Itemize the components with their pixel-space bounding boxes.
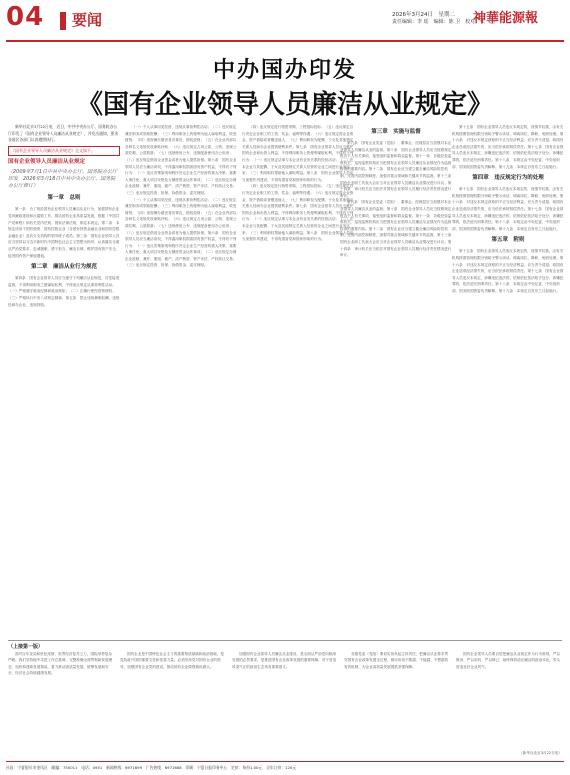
paragraph: 第十五条 国有企业领导人员违反本规定的，视情节轻重，由有关机构按照管理权限分别给予警示谈话、调离岗位、降职、免职处理。第十六条 对违反本规定获取的不正当经济利益，应当责令清退；给国有企业造成经济损失的，应当依法承担赔偿责任。第十七条 国有企业领导人员违反本规定，涉嫌违纪违法的，依规依纪依法给予处分；涉嫌犯罪的，依法追究刑事责任。第十八条 本规定由中央纪委、中央组织部、国务院国资委负责解释。第十九条 本规定自发布之日起施行。 (452, 125, 564, 169)
section-marker (60, 12, 66, 30)
chapter-3-heading: 第三章 实施与监督 (371, 129, 421, 135)
section-name: 要闻 (72, 11, 103, 29)
column-2 (125, 124, 237, 634)
commentary-column: 国有企业是中国特色社会主义的重要物质基础和政治基础，是党执政兴国的重要支柱和依靠力量。必须坚持党对国有企业的领导，加强国有企业党的建设，推动国有企业做强做优做大。 (120, 652, 225, 669)
chapter-2-heading: 第二章 廉洁从业行为规范 (30, 264, 97, 271)
intro-box: 《国有企业领导人员廉洁从业规定》全文如下。 (8, 146, 120, 157)
page-footer: 社址：宁夏银川市金凤区 邮编：750011 电话：0951 新闻热线：6971699 广告热线：6971688 印刷：宁夏日报印务中心 定价：每份1.00元 全年订价：120元 (6, 765, 297, 770)
chapter-5-heading: 第五章 附则 (491, 237, 525, 244)
column-3 (242, 124, 354, 634)
paragraph: （一）个人从事同类经营、违规从事营利性活动；（二）违反规定兼任职务或领取报酬；（三）利用职务上的便利为他人谋取利益，收受财物；（四）违规操办婚丧喜庆事宜，借机敛财；（五）在企业内部以各种名义违规发放津贴补贴；（六）违反规定占用公款、公物，违规公款吃喝、公款旅游；（七）违规使用公车，违规配备使用办公用房；（八）违反规定借用企业资金或者为他人提供担保。第六条 国有企业领导人员应当廉洁用权，不得滥用职权损害国有资产权益，不得有下列行为：（一）违反决策原则和程序决定企业生产经营的重大决策、重要人事任免、重大项目安排及大额度资金运作事项；（二）违反规定办理企业改制、兼并、重组、破产、清产核资、资产评估、产权转让交易；（三）违反规定投资、担保、拆借资金、委托理财。 (125, 197, 237, 268)
paragraph: 第十五条 国有企业领导人员违反本规定的，视情节轻重，由有关机构按照管理权限分别给予警示谈话、调离岗位、降职、免职处理。第十六条 对违反本规定获取的不正当经济利益，应当责令清退；给国有企业造成经济损失的，应当依法承担赔偿责任。第十七条 国有企业领导人员违反本规定，涉嫌违纪违法的，依规依纪依法给予处分；涉嫌犯罪的，依法追究刑事责任。第十八条 本规定由中央纪委、中央组织部、国务院国资委负责解释。第十九条 本规定自发布之日起施行。 (452, 187, 564, 231)
editor-credits: 责任编辑：李 瑶 编辑：陈 卫 校对：张 文宇 (392, 19, 497, 25)
chapter-4-heading: 第四章 违反规定行为的处理 (472, 175, 544, 182)
page-header (0, 0, 570, 44)
paragraph: （四）违反规定进行物资采购、工程招标投标；（五）违反规定自行决定企业职工的工资、奖金、福利等待遇；（六）违反规定将企业资金、资产借给或者赠送他人；（七）利用职权为配偶、子女及其他特定关系人经商办企业提供便利条件。第七条 国有企业领导人员应当维护国有企业和出资人利益，不得利用职务上的便利谋取私利，不得有下列行为：（一）违反规定从事与本企业有业务关系的经营活动；（二）在本企业与其配偶、子女及其他特定关系人经营的企业之间进行业务往来；（三）利用职权帮助他人谋取利益。第八条 国有企业领导人员应当加强作风建设，不得有损害党和国家形象的行为。 (242, 125, 354, 182)
commentary-section (8, 640, 562, 758)
document-title: 国有企业领导人员廉洁从业规定 (8, 159, 86, 166)
headline-line-2: 《国有企业领导人员廉洁从业规定》 (76, 90, 493, 120)
paragraph: （四）违反规定进行物资采购、工程招标投标；（五）违反规定自行决定企业职工的工资、奖金、福利等待遇；（六）违反规定将企业资金、资产借给或者赠送他人；（七）利用职权为配偶、子女及其他特定关系人经商办企业提供便利条件。第七条 国有企业领导人员应当维护国有企业和出资人利益，不得利用职务上的便利谋取私利，不得有下列行为：（一）违反规定从事与本企业有业务关系的经营活动；（二）在本企业与其配偶、子女及其他特定关系人经营的企业之间进行业务往来；（三）利用职权帮助他人谋取利益。第八条 国有企业领导人员应当加强作风建设，不得有损害党和国家形象的行为。 (242, 184, 354, 242)
paragraph: 第十五条 国有企业领导人员违反本规定的，视情节轻重，由有关机构按照管理权限分别给予警示谈话、调离岗位、降职、免职处理。第十六条 对违反本规定获取的不正当经济利益，应当责令清退；给国有企业造成经济损失的，应当依法承担赔偿责任。第十七条 国有企业领导人员违反本规定，涉嫌违纪违法的，依规依纪依法给予处分；涉嫌犯罪的，依法追究刑事责任。第十八条 本规定由中央纪委、中央组织部、国务院国资委负责解释。第十九条 本规定自发布之日起施行。 (452, 249, 564, 293)
column-5 (452, 124, 564, 634)
commentary-column: 各级党委（党组）要切实担负起主体责任，把廉洁从业要求贯穿国有企业改革发展全过程，推动形成不敢腐、不能腐、不想腐的有效机制，为企业高质量发展提供坚强保障。 (344, 652, 449, 669)
page-number: 04 (6, 2, 45, 32)
paragraph: 第九条 国有企业党委（党组）、董事会、经理层应当加强对本企业领导人员廉洁从业的监督。第十条 国有企业领导人员应当按照规定报告个人有关事项，接受组织监督和群众监督。第十一条 各级纪检监察机关、巡视巡察机构应当把国有企业领导人员廉洁从业情况作为监督检查的重要内容。第十二条 国有企业应当建立健全廉洁风险防控机制，完善内部控制制度，加强对重点领域和关键环节的监督。第十三条 国有企业职工代表大会应当对企业领导人员廉洁从业情况进行评议。第十四条 审计机关应当依法对国有企业领导人员履行经济责任情况进行审计。 (340, 141, 455, 198)
issue-date: 2026年3月24日 星期二 (392, 12, 455, 18)
column-4 (340, 124, 455, 634)
paragraph: 第一条 为了规范国有企业领导人员廉洁从业行为，加强国有企业党风廉政建设和反腐败工作，推动国有企业高质量发展，根据《中国共产党章程》和有关党内法规、国家法律法规，制定本规定。第二条 本规定适用于国有独资、国有控股企业（含国有独资金融企业和国有控股金融企业）及其分支机构的领导班子成员。第三条 国有企业领导人员应当坚持以习近平新时代中国特色社会主义思想为指导，认真落实全面从严治党要求，忠诚履职、勇于担当、廉洁自律，维护国有资产安全，促进国有资产保值增值。 (8, 207, 120, 258)
commentary-column: 加强国有企业领导人员廉洁从业建设，是全面从严治党向纵深发展的必然要求，是推进国有企业改革发展的重要保障，对于营造风清气正的政治生态具有重要意义。 (232, 652, 337, 669)
commentary-column: 国有企业领导人员要自觉把廉洁从业规定作为行为准则，严以修身、严以用权、严以律己，始终保持清正廉洁的政治本色，带头营造良好企业风气。 (456, 652, 561, 669)
header-divider (6, 40, 564, 42)
paragraph: 第四条 国有企业领导人员应当遵守下列廉洁从业规范，自觉接受监督，不得利用职务之便谋取私利，不得违反规定从事营利性活动。（一）严格遵守政治纪律和政治规矩；（二）正确行使经营管理权；（三）严格执行中央八项规定精神。第五条 禁止违规兼职取酬、违规经商办企业、违规持股。 (8, 276, 120, 307)
intro-paragraph: 新华社北京3月22日电 近日，中共中央办公厅、国务院办公厅印发了《国有企业领导人员廉洁从业规定》，并发出通知，要求各地区各部门认真遵照执行。 (8, 124, 119, 143)
headline-line-1: 中办国办印发 (212, 58, 357, 83)
newspaper-logo: 神華能源報 (473, 11, 539, 26)
commentary-column: 面对百年变局和世纪疫情，世界经济复苏乏力，国际形势复杂严峻。我们坚持稳中求进工作总基调，完整准确全面贯彻新发展理念，加快构建新发展格局，着力推动高质量发展，统筹发展和安全，经济社会持续健康发展。 (8, 652, 113, 676)
column-1 (8, 124, 120, 634)
footer-divider (6, 761, 564, 762)
commentary-end-note: （新华社北京3月22日电） (519, 751, 562, 755)
commentary-title: （上接第一版） (8, 644, 44, 650)
chapter-1-heading: 第一章 总则 (47, 195, 81, 202)
document-subtitle: （2009年7月1日中共中央办公厅、国务院办公厅印发 2026年3月18日中共中央办公厅、国务院办公厅修订） (8, 169, 118, 190)
paragraph: （一）个人从事同类经营、违规从事营利性活动；（二）违反规定兼任职务或领取报酬；（三）利用职务上的便利为他人谋取利益，收受财物；（四）违规操办婚丧喜庆事宜，借机敛财；（五）在企业内部以各种名义违规发放津贴补贴；（六）违反规定占用公款、公物，违规公款吃喝、公款旅游；（七）违规使用公车，违规配备使用办公用房；（八）违反规定借用企业资金或者为他人提供担保。第六条 国有企业领导人员应当廉洁用权，不得滥用职权损害国有资产权益，不得有下列行为：（一）违反决策原则和程序决定企业生产经营的重大决策、重要人事任免、重大项目安排及大额度资金运作事项；（二）违反规定办理企业改制、兼并、重组、破产、清产核资、资产评估、产权转让交易；（三）违反规定投资、担保、拆借资金、委托理财。 (125, 125, 237, 195)
paragraph: 第九条 国有企业党委（党组）、董事会、经理层应当加强对本企业领导人员廉洁从业的监督。第十条 国有企业领导人员应当按照规定报告个人有关事项，接受组织监督和群众监督。第十一条 各级纪检监察机关、巡视巡察机构应当把国有企业领导人员廉洁从业情况作为监督检查的重要内容。第十二条 国有企业应当建立健全廉洁风险防控机制，完善内部控制制度，加强对重点领域和关键环节的监督。第十三条 国有企业职工代表大会应当对企业领导人员廉洁从业情况进行评议。第十四条 审计机关应当依法对国有企业领导人员履行经济责任情况进行审计。 (340, 200, 455, 258)
